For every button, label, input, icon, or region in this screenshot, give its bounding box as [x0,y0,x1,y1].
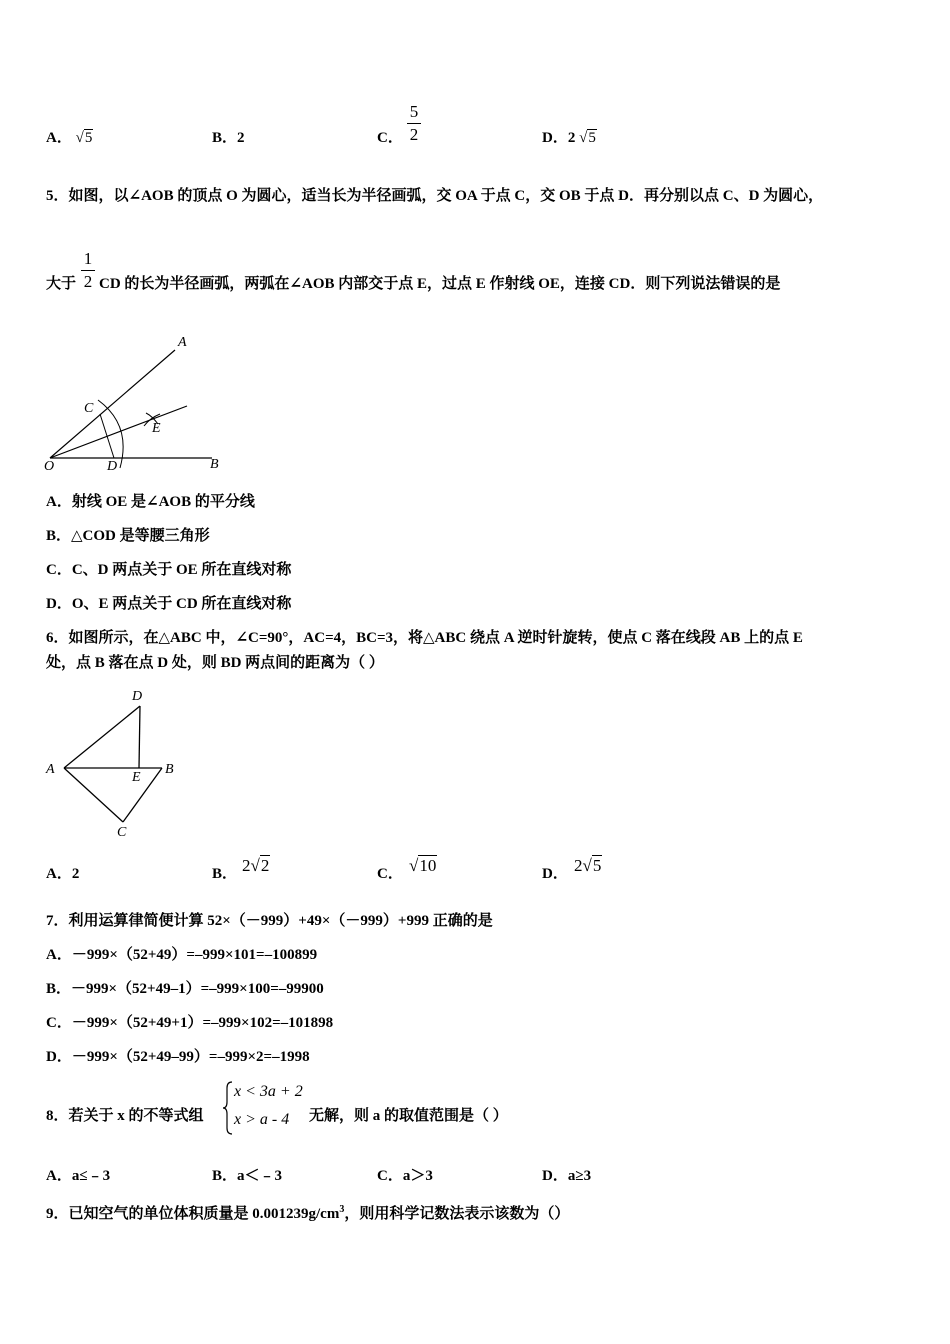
q5-option-b: B．△COD 是等腰三角形 [46,528,210,544]
q6-option-c-value: √10 [409,856,437,875]
q8-inequality-1: x < 3a + 2 [234,1083,303,1100]
q7-option-d: D．－999×（52+49–99）=–999×2=–1998 [46,1049,310,1065]
segment-ad [64,706,140,768]
sqrt-expression: √5 [579,130,596,146]
q5-angle-bisector-figure [40,330,240,480]
q6-option-d-value: 2√5 [574,856,602,875]
q8-stem-suffix: 无解，则 a 的取值范围是（ ） [309,1108,508,1124]
label-b: B [165,762,174,777]
q6-stem-line1: 6．如图所示，在△ABC 中，∠C=90°，AC=4，BC=3，将△ABC 绕点 A 逆时针旋转，使点 C 落在线段 AB 上的点 E [46,630,803,646]
q5-stem-line2-prefix: 大于 [46,276,77,292]
label-c: C [84,401,94,416]
q5-stem-line1: 5．如图，以∠AOB 的顶点 O 为圆心，适当长为半径画弧，交 OA 于点 C，交 OB 于点 D．再分别以点 C、D 为圆心， [46,188,824,204]
q8-inequality-2: x > a - 4 [234,1111,290,1128]
q5-option-c: C．C、D 两点关于 OE 所在直线对称 [46,562,292,578]
q6-option-d: D． [542,866,568,882]
segment-cd [100,414,114,458]
q8-stem-prefix: 8．若关于 x 的不等式组 [46,1108,204,1124]
label-c: C [117,825,127,840]
q4-option-c-fraction: 5 2 [407,102,421,145]
label-a: A [178,335,187,350]
q6-option-b: B． [212,866,238,882]
segment-ac [64,768,123,822]
label-e: E [132,770,141,785]
q4-option-d: D．2 √5 [542,130,596,146]
q4-option-a: A． √5 [46,130,93,146]
ray-oe [50,406,187,458]
q5-half-fraction: 1 2 [81,249,95,292]
label-a: A [46,762,55,777]
q6-rotation-figure [40,682,200,842]
label-d: D [107,459,118,474]
q9-stem: 9．已知空气的单位体积质量是 $0.001239g/cm^3$，则用科学记数法表示该数为（） [46,1204,570,1222]
segment-bc [123,768,162,822]
q7-option-c: C．－999×（52+49+1）=–999×102=–101898 [46,1015,334,1031]
q5-option-d: D．O、E 两点关于 CD 所在直线对称 [46,596,292,612]
q4-option-b: B．2 [212,130,245,146]
label-b: B [210,457,219,472]
q7-option-b: B．－999×（52+49–1）=–999×100=–99900 [46,981,324,997]
q6-option-b-value: 2√2 [242,856,270,875]
q6-stem-line2: 处，点 B 落在点 D 处，则 BD 两点间的距离为（ ） [46,655,384,671]
q7-stem: 7．利用运算律简便计算 52×（－999）+49×（－999）+999 正确的是 [46,913,493,929]
label-e: E [152,421,161,436]
q8-option-c: C．a＞3 [377,1168,433,1184]
q5-option-a: A．射线 OE 是∠AOB 的平分线 [46,494,255,510]
sqrt-expression: √5 [75,130,93,146]
q5-stem-line2-rest: CD 的长为半径画弧，两弧在∠AOB 内部交于点 E，过点 E 作射线 OE，连接 CD．则下列说法错误的是 [99,276,781,292]
q8-option-a: A．a≤﹣3 [46,1168,111,1184]
q4-option-c: C． [377,130,403,146]
q8-system-brace [222,1080,234,1136]
label-o: O [44,459,55,474]
segment-de [139,706,140,768]
q8-option-b: B．a＜﹣3 [212,1168,283,1184]
q6-option-a: A．2 [46,866,80,882]
ray-oa [50,350,175,458]
label-d: D [132,689,143,704]
q8-option-d: D．a≥3 [542,1168,592,1184]
q7-option-a: A．－999×（52+49）=–999×101=–100899 [46,947,318,963]
q6-option-c: C． [377,866,403,882]
